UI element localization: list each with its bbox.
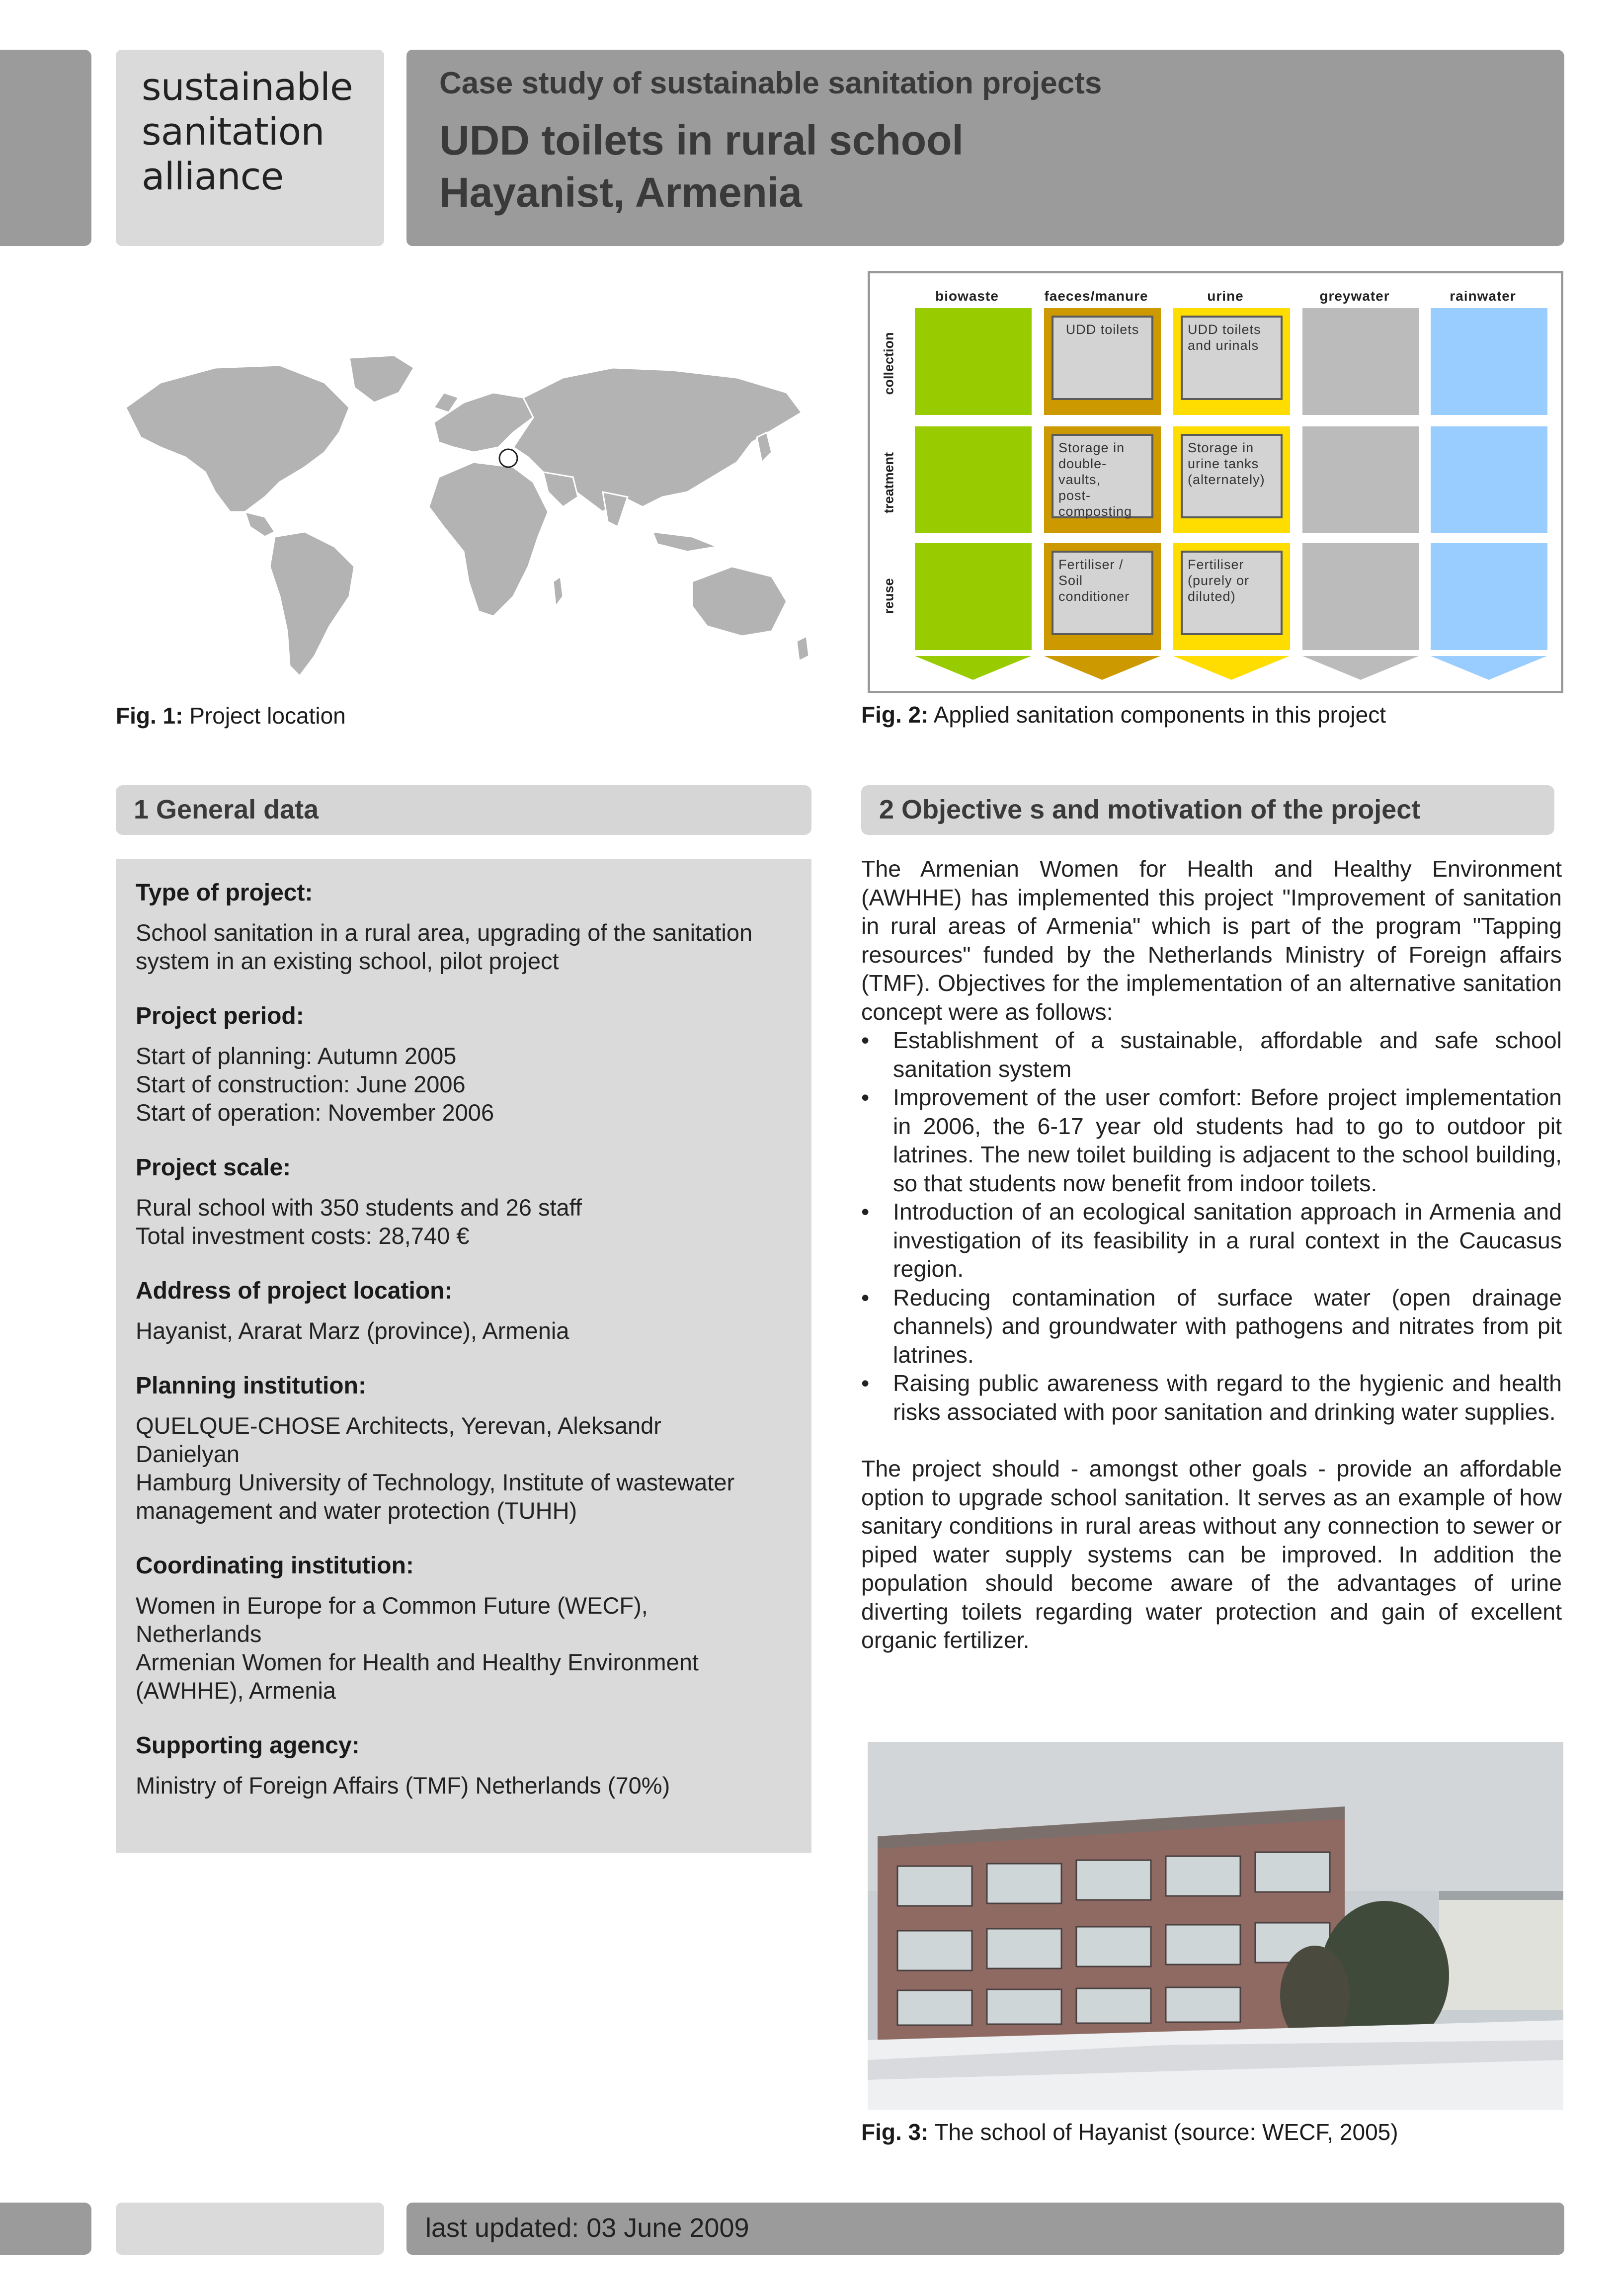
faeces-collection-text: UDD toilets (1065, 322, 1139, 337)
title-line-1: UDD toilets in rural school (439, 117, 964, 164)
general-data-panel (116, 859, 811, 1853)
arrow-urine (1173, 656, 1290, 680)
objective-bullet: • Reducing contamination of surface water (open drainage channels) and groundwater with pathogens and nitrates from pit latrines. (861, 1284, 1562, 1370)
urine-collection-line: UDD toilets (1188, 322, 1261, 337)
world-map (116, 348, 816, 691)
item-line: Start of construction: June 2006 (136, 1071, 466, 1097)
urine-collection-box (1181, 316, 1283, 400)
logo-line-3: alliance (142, 154, 284, 198)
arrow-rainwater (1431, 656, 1547, 680)
logo-line-2: sanitation (142, 109, 324, 154)
row-treatment: treatment (881, 452, 896, 514)
urine-reuse-line: diluted) (1188, 589, 1236, 604)
item-line: Women in Europe for a Common Future (WECF), (136, 1592, 648, 1619)
data-item-coordinating (136, 1552, 811, 1705)
item-heading: Type of project: (136, 880, 313, 906)
cell-urine-collection (1173, 308, 1290, 415)
faeces-collection-box (1052, 316, 1153, 400)
faeces-reuse-line: conditioner (1058, 589, 1130, 604)
column-urine: urine (1207, 288, 1244, 304)
cell-faeces-reuse (1044, 543, 1161, 650)
objectives-body (861, 855, 1562, 1655)
data-item-planning (136, 1372, 811, 1525)
column-faeces: faeces/manure (1044, 288, 1148, 304)
objective-bullet: • Establishment of a sustainable, affordable and safe school sanitation system (861, 1026, 1562, 1083)
fig1-caption (116, 702, 762, 730)
item-line: management and water protection (TUHH) (136, 1497, 577, 1524)
faeces-reuse-box (1052, 551, 1153, 635)
section-general-data-header: 1 General data (116, 785, 811, 835)
faeces-treatment-box (1052, 434, 1153, 518)
data-item-supporting (136, 1731, 811, 1800)
objectives-list (861, 1026, 1562, 1426)
faeces-treatment-line: Storage in (1058, 440, 1125, 455)
title-line-2: Hayanist, Armenia (439, 169, 802, 216)
fig3-label: Fig. 3: (861, 2119, 929, 2145)
item-line: (AWHHE), Armenia (136, 1677, 336, 1704)
cell-greywater-collection (1302, 308, 1419, 415)
item-heading: Project period: (136, 1003, 304, 1029)
item-line: Rural school with 350 students and 26 staff (136, 1194, 582, 1221)
cell-faeces-treatment (1044, 426, 1161, 533)
objectives-closing: The project should - amongst other goals - provide an affordable option to upgrade school sanitation. It serves as an example of how sanitary conditions in rural areas without any connection to sewer or piped water supply systems can be improved. In addition the population should become aware of the advantages of urine diverting toilets regarding water protection and gain of excellent organic fertilizer. (861, 1456, 1562, 1653)
item-heading: Supporting agency: (136, 1732, 360, 1759)
urine-treatment-line: (alternately) (1188, 472, 1265, 487)
objectives-intro: The Armenian Women for Health and Healthy Environment (AWHHE) has implemented this project "Improvement of sanitation in rural areas of Armenia" which is part of the program "Tapping resources" funded by the Netherlands Ministry of Foreign affairs (TMF). Objectives for the implementation of an alternative sanitation concept were as follows: (861, 856, 1562, 1025)
item-heading: Planning institution: (136, 1373, 366, 1399)
item-line: Start of operation: November 2006 (136, 1099, 494, 1126)
item-line: QUELQUE-CHOSE Architects, Yerevan, Aleksandr (136, 1412, 661, 1439)
row-collection: collection (881, 332, 896, 395)
section-objectives-header: 2 Objective s and motivation of the project (861, 785, 1554, 835)
sanitation-components-diagram (868, 271, 1563, 693)
fig2-label: Fig. 2: (861, 702, 929, 728)
fig1-label: Fig. 1: (116, 703, 183, 729)
fig3-text: The school of Hayanist (source: WECF, 2005) (928, 2119, 1398, 2145)
urine-treatment-box (1181, 434, 1283, 518)
alliance-logo (116, 50, 384, 246)
objective-bullet: • Introduction of an ecological sanitation approach in Armenia and investigation of its feasibility in a rural context in the Caucasus region. (861, 1198, 1562, 1284)
column-rainwater: rainwater (1450, 288, 1516, 304)
logo-line-1: sustainable (142, 65, 353, 109)
item-heading: Coordinating institution: (136, 1553, 414, 1579)
fig2-text: Applied sanitation components in this project (928, 702, 1386, 728)
fig2-caption (861, 701, 1557, 729)
item-line: Armenian Women for Health and Healthy Environment (136, 1649, 699, 1675)
title-banner (406, 50, 1564, 246)
faeces-reuse-line: Fertiliser / (1058, 557, 1124, 572)
cell-rainwater-collection (1431, 308, 1547, 415)
item-line: School sanitation in a rural area, upgrading of the sanitation (136, 919, 753, 946)
cell-biowaste-collection (915, 308, 1032, 415)
cell-biowaste-reuse (915, 543, 1032, 650)
item-heading: Project scale: (136, 1154, 291, 1181)
item-line: Hayanist, Ararat Marz (province), Armenia (136, 1317, 569, 1344)
column-greywater: greywater (1319, 288, 1390, 304)
arrow-faeces (1044, 656, 1160, 680)
fig1-text: Project location (183, 703, 346, 729)
row-reuse: reuse (881, 578, 896, 614)
project-location-marker (499, 449, 517, 467)
data-item-address (136, 1277, 811, 1345)
footer-bar (406, 2203, 1564, 2255)
footer-side-tab (0, 2203, 91, 2255)
data-item-scale (136, 1153, 811, 1250)
data-item-period (136, 1002, 811, 1127)
cell-biowaste-treatment (915, 426, 1032, 533)
cell-greywater-treatment (1302, 426, 1419, 533)
cell-greywater-reuse (1302, 543, 1419, 650)
arrow-biowaste (915, 656, 1031, 680)
cell-rainwater-reuse (1431, 543, 1547, 650)
fig3-caption (861, 2118, 1557, 2146)
item-line: Hamburg University of Technology, Institute of wastewater (136, 1469, 735, 1495)
header-side-tab (0, 50, 91, 246)
item-line: Total investment costs: 28,740 € (136, 1223, 470, 1249)
cell-faeces-collection (1044, 308, 1161, 415)
column-biowaste: biowaste (935, 288, 999, 304)
last-updated: last updated: 03 June 2009 (425, 2213, 749, 2243)
school-photo (868, 1742, 1563, 2110)
urine-collection-line: and urinals (1188, 338, 1259, 353)
item-line: Ministry of Foreign Affairs (TMF) Netherlands (70%) (136, 1772, 670, 1799)
objective-bullet: • Improvement of the user comfort: Before project implementation in 2006, the 6-17 year old students had to go to outdoor pit latrines. The new toilet building is adjacent to the school building, so that students now benefit from indoor toilets. (861, 1083, 1562, 1198)
item-line: Start of planning: Autumn 2005 (136, 1043, 457, 1069)
data-item-type (136, 879, 811, 975)
faeces-treatment-line: double-vaults, (1058, 456, 1107, 487)
cell-rainwater-treatment (1431, 426, 1547, 533)
item-heading: Address of project location: (136, 1278, 453, 1304)
cell-urine-treatment (1173, 426, 1290, 533)
faeces-treatment-line: composting (1058, 504, 1133, 519)
urine-reuse-line: Fertiliser (1188, 557, 1244, 572)
urine-treatment-line: Storage in (1188, 440, 1254, 455)
document-title (439, 114, 1564, 219)
item-line: Netherlands (136, 1621, 262, 1647)
arrow-greywater (1302, 656, 1419, 680)
cell-urine-reuse (1173, 543, 1290, 650)
item-line: system in an existing school, pilot project (136, 948, 559, 974)
item-line: Danielyan (136, 1441, 240, 1467)
footer-logo-block (116, 2203, 384, 2255)
urine-reuse-box (1181, 551, 1283, 635)
faeces-reuse-line: Soil (1058, 573, 1083, 588)
urine-treatment-line: urine tanks (1188, 456, 1259, 471)
urine-reuse-line: (purely or (1188, 573, 1250, 588)
faeces-treatment-line: post- (1058, 488, 1091, 503)
objective-bullet: • Raising public awareness with regard to the hygienic and health risks associated with poor sanitation and drinking water supplies. (861, 1369, 1562, 1426)
document-kicker: Case study of sustainable sanitation projects (439, 66, 1102, 100)
